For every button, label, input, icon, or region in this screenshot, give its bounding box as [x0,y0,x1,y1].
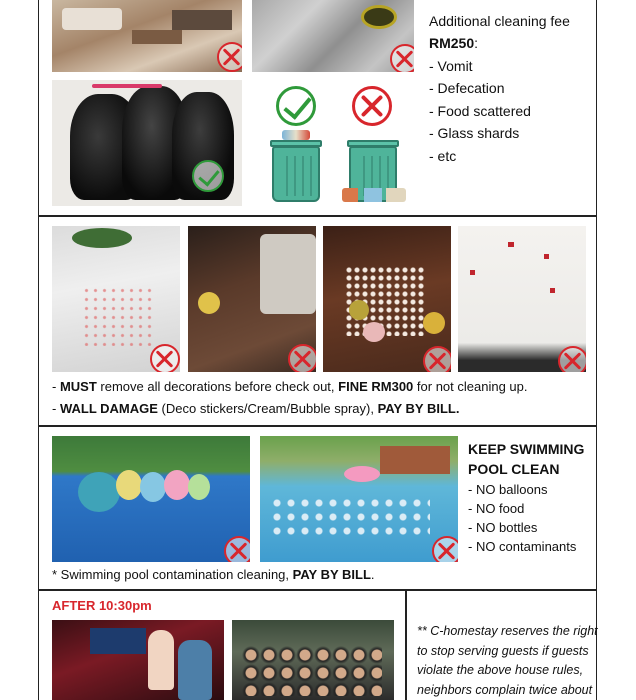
not-allowed-icon [558,346,586,372]
fee-item-etc: - etc [429,148,457,164]
not-allowed-icon [352,86,392,126]
not-allowed-icon [224,536,250,562]
not-allowed-icon [423,346,451,372]
pool-balloons-photo [52,436,250,562]
wall-stickers-photo [458,226,586,372]
pool-cleaning-note: * Swimming pool contamination cleaning, PAY BY BILL. [52,567,375,582]
karaoke-party-photo [52,620,224,700]
notice-divider [405,590,407,700]
allowed-check-icon [192,160,224,192]
clean-trash-bin-icon [272,146,320,202]
not-allowed-icon [150,344,180,372]
not-allowed-icon [390,44,414,72]
garbage-bags-photo [52,80,242,206]
not-allowed-icon [432,536,458,562]
section-divider-1 [38,215,597,217]
pool-rule-title: KEEP SWIMMING POOL CLEAN [468,441,585,477]
section-divider-2 [38,425,597,427]
decoration-rule-line: - MUST remove all decorations before check out, FINE RM300 for not cleaning up. [52,379,528,394]
house-rules-notice: ** C-homestay reserves the right to stop serving guests if guests violate the above house rules, neighbors complain twice about [417,624,598,697]
balloon-room-photo [188,226,316,372]
pool-item-food: - NO food [468,501,525,516]
outdoor-crowd-photo [232,620,394,700]
confetti-floor-photo [52,226,180,372]
vomit-stain-photo [252,0,414,72]
fee-item-food: - Food scattered [429,103,531,119]
scattered-trash-icon [342,188,406,202]
section-divider-3 [38,589,597,591]
pool-item-bottles: - NO bottles [468,520,538,535]
cleaning-fee-amount: RM250: [429,35,479,51]
fee-item-defecation: - Defecation [429,80,505,96]
messy-living-room-photo [52,0,242,72]
pool-item-contaminants: - NO contaminants [468,539,577,554]
not-allowed-icon [217,42,242,72]
fee-item-glass: - Glass shards [429,125,520,141]
party-mess-photo [323,226,451,372]
after-hours-label: AFTER 10:30pm [52,598,152,613]
wall-damage-rule-line: - WALL DAMAGE (Deco stickers/Cream/Bubble spray), PAY BY BILL. [52,401,460,416]
pool-item-balloons: - NO balloons [468,482,548,497]
cleaning-fee-title: Additional cleaning fee [429,13,570,29]
trash-contents-icon [282,130,310,140]
not-allowed-icon [288,344,316,372]
fee-item-vomit: - Vomit [429,58,473,74]
allowed-check-icon [276,86,316,126]
pool-party-photo [260,436,458,562]
